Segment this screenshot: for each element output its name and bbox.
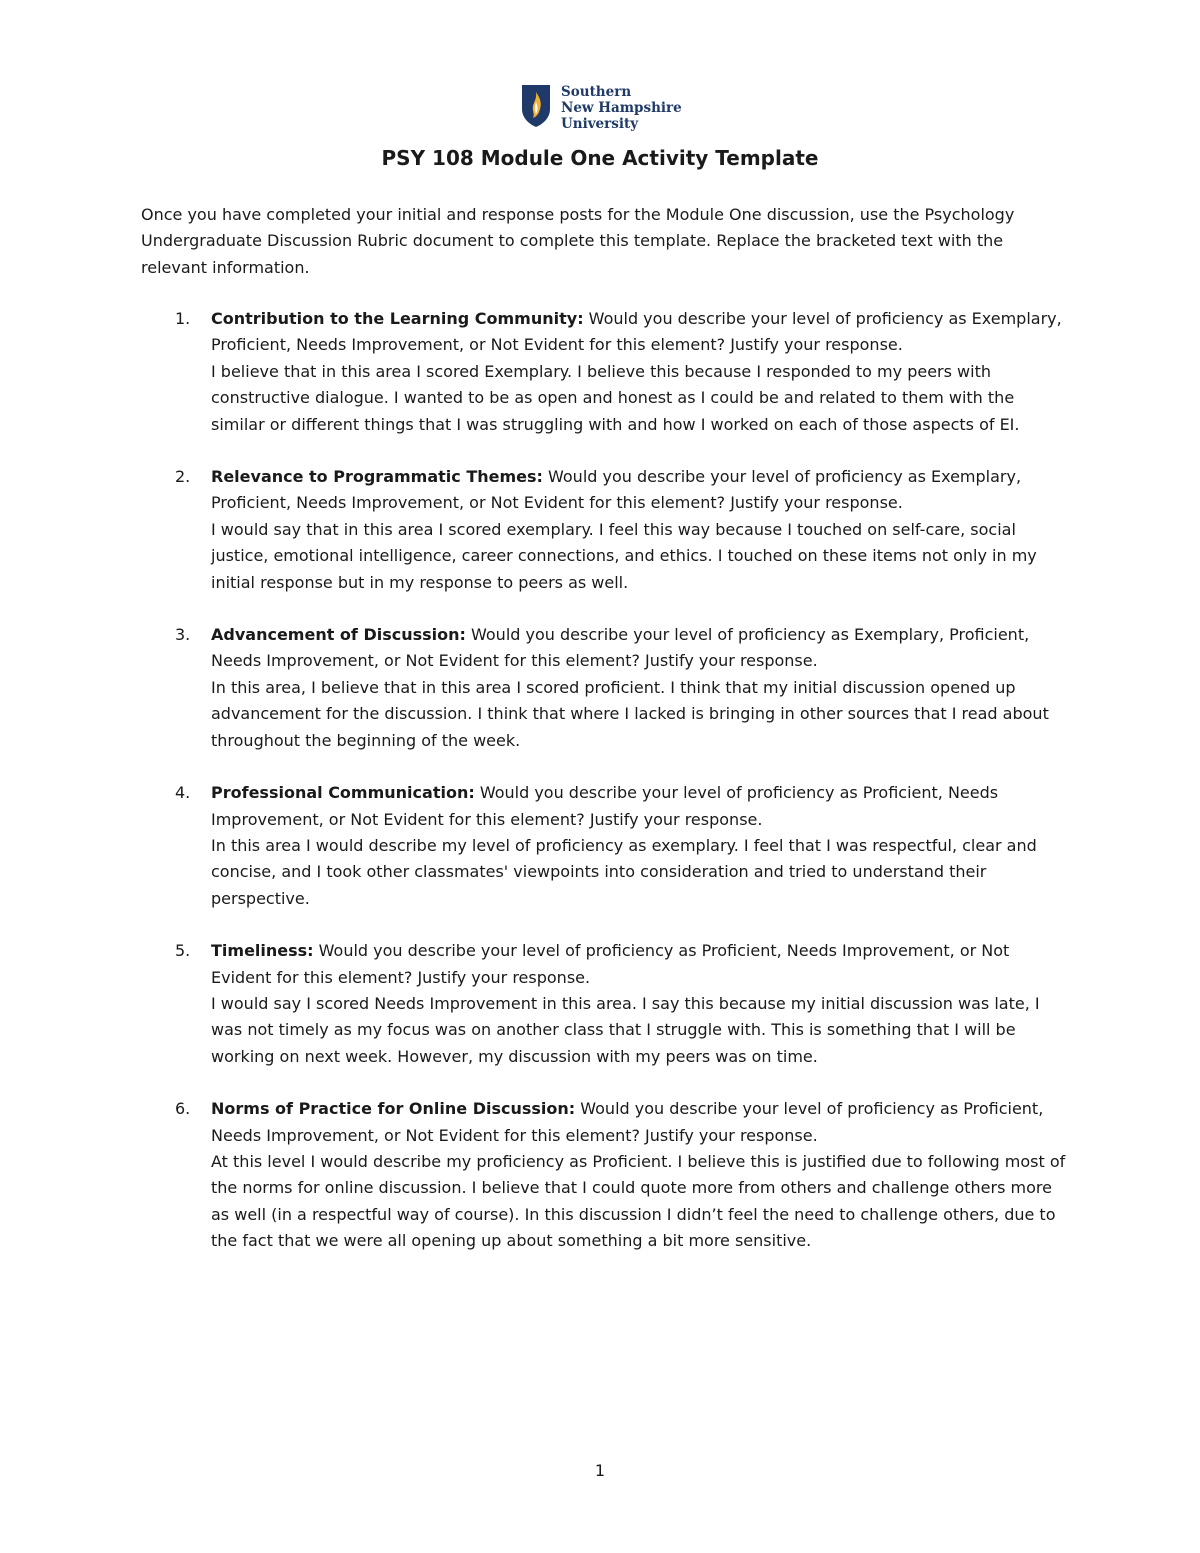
logo-line-1: Southern xyxy=(561,84,632,100)
item-question: Would you describe your level of proficiency as Exemplary, Proficient, Needs Improvement, or Not Evident for this element? Justify your response. xyxy=(211,467,1022,513)
page-number: 1 xyxy=(594,1461,606,1480)
item-number: 6. xyxy=(175,1099,191,1119)
rubric-list xyxy=(0,306,1200,1281)
item-heading: Advancement of Discussion: xyxy=(211,625,466,645)
item-answer: In this area, I believe that in this area I scored proficient. I think that my initial discussion opened up advancement for the discussion. I think that where I lacked is bringing in other sources that I read about throughout the beginning of the week. xyxy=(211,677,1049,750)
item-number: 5. xyxy=(175,941,191,961)
logo-line-2: New Hampshire xyxy=(561,100,682,116)
list-item xyxy=(0,622,1071,754)
logo-wordmark xyxy=(561,84,682,132)
item-heading: Contribution to the Learning Community: xyxy=(211,309,584,328)
list-item xyxy=(0,306,1071,438)
item-answer: I would say that in this area I scored exemplary. I feel this way because I touched on self-care, social justice, emotional intelligence, career connections, and ethics. I touched on these items not only in my initial response but in my response to peers as well. xyxy=(211,519,1037,592)
shield-flame-icon xyxy=(521,84,551,128)
item-number: 1. xyxy=(175,309,191,328)
item-heading: Timeliness: xyxy=(211,941,314,961)
intro-paragraph: Once you have completed your initial and response posts for the Module One discussion, use the Psychology Undergraduate Discussion Rubric document to complete this template. Replace the bracketed text with the relevant information. xyxy=(141,205,1015,277)
item-heading: Professional Communication: xyxy=(211,783,475,803)
logo-line-3: University xyxy=(561,116,639,132)
item-answer: I would say I scored Needs Improvement in this area. I say this because my initial discussion was late, I was not timely as my focus was on another class that I struggle with. This is something that I will be working on next week. However, my discussion with my peers was on time. xyxy=(211,993,1040,1066)
list-item xyxy=(0,464,1071,596)
item-question: Would you describe your level of proficiency as Proficient, Needs Improvement, or Not Evident for this element? Justify your response. xyxy=(211,783,999,829)
item-heading: Relevance to Programmatic Themes: xyxy=(211,467,543,487)
item-answer: At this level I would describe my proficiency as Proficient. I believe this is justified due to following most of the norms for online discussion. I believe that I could quote more from others and challenge others more as well (in a respectful way of course). In this discussion I didn’t feel the need to challenge others, due to the fact that we were all opening up about something a bit more sensitive. xyxy=(211,1151,1066,1251)
list-item xyxy=(0,1096,1071,1254)
item-answer: I believe that in this area I scored Exemplary. I believe this because I responded to my peers with constructive dialogue. I wanted to be as open and honest as I could be and related to them with the similar or different things that I was struggling with and how I worked on each of those aspects of EI. xyxy=(211,361,1020,434)
list-item xyxy=(0,780,1071,912)
item-number: 3. xyxy=(175,625,191,645)
item-question: Would you describe your level of proficiency as Proficient, Needs Improvement, or Not Evident for this element? Justify your response. xyxy=(211,941,1010,987)
item-question: Would you describe your level of proficiency as Proficient, Needs Improvement, or Not Evident for this element? Justify your response. xyxy=(211,1099,1044,1145)
item-number: 4. xyxy=(175,783,191,803)
item-question: Would you describe your level of proficiency as Exemplary, Proficient, Needs Improvement, or Not Evident for this element? Justify your response. xyxy=(211,309,1062,355)
list-item xyxy=(0,938,1071,1070)
item-question: Would you describe your level of proficiency as Exemplary, Proficient, Needs Improvement, or Not Evident for this element? Justify your response. xyxy=(211,625,1030,671)
page-title: PSY 108 Module One Activity Template xyxy=(381,146,819,170)
university-logo xyxy=(521,84,682,132)
item-heading: Norms of Practice for Online Discussion: xyxy=(211,1099,576,1119)
item-number: 2. xyxy=(175,467,191,487)
item-answer: In this area I would describe my level of proficiency as exemplary. I feel that I was respectful, clear and concise, and I took other classmates' viewpoints into consideration and tried to understand their perspective. xyxy=(211,835,1037,908)
